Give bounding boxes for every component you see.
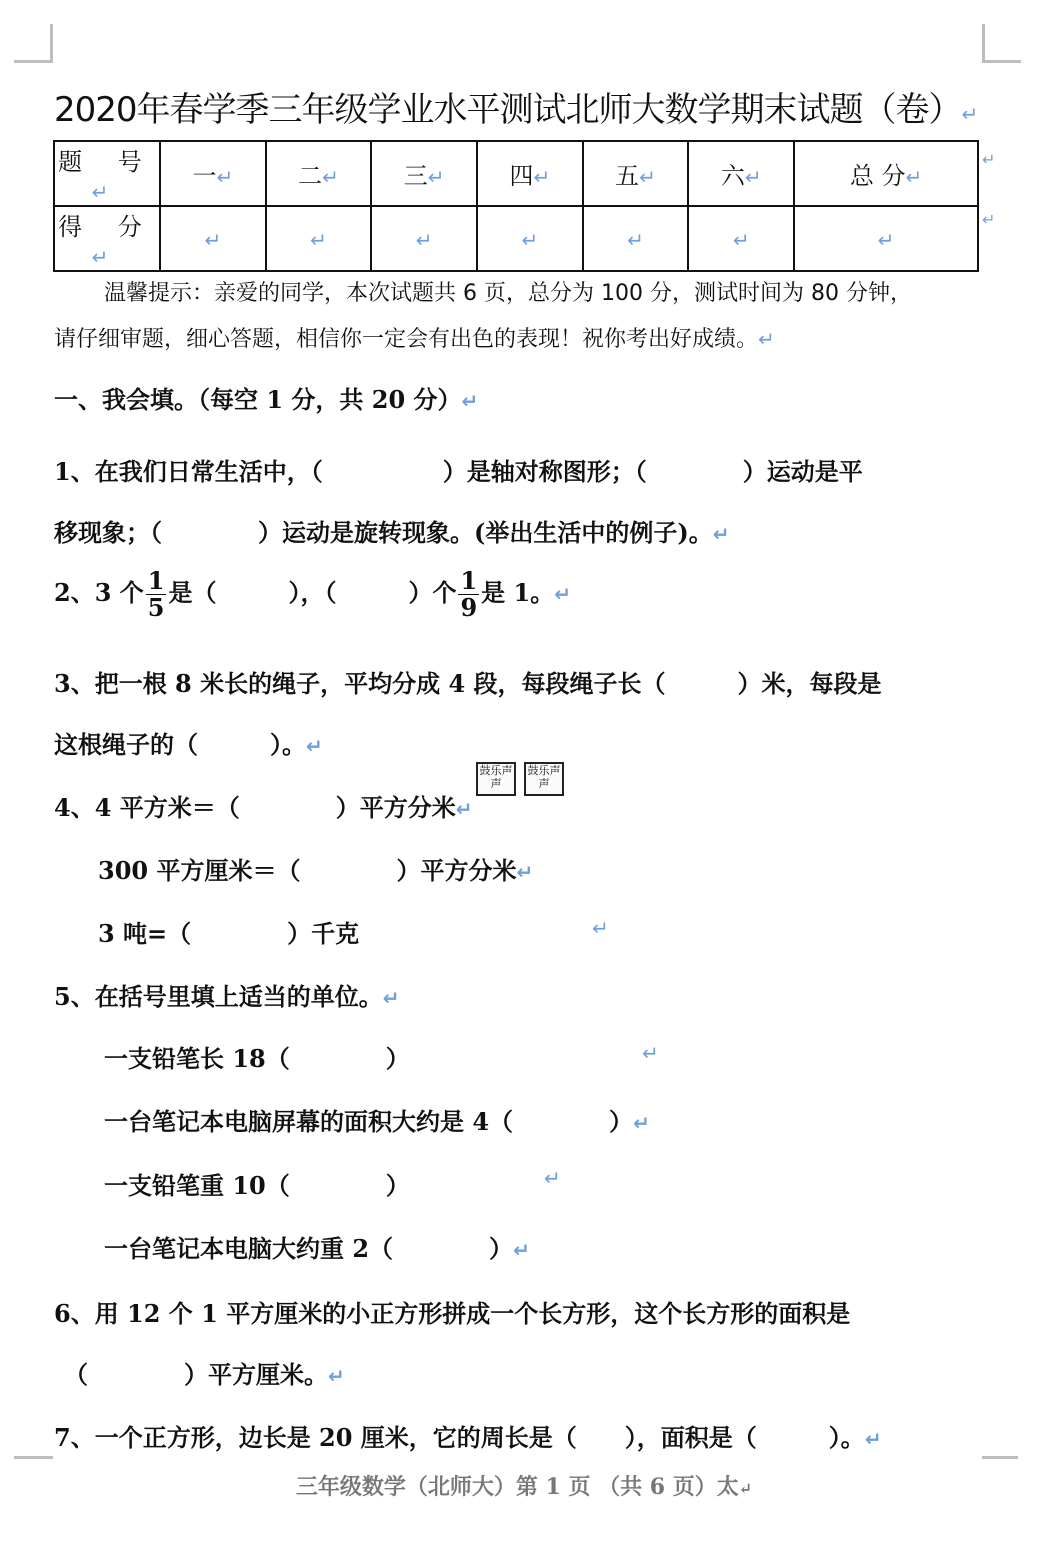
notice-line-2: 请仔细审题，细心答题，相信你一定会有出色的表现！祝你考出好成绩。↵ xyxy=(54,327,775,352)
question-6-line-2: （ ）平方厘米。↵ xyxy=(64,1360,345,1389)
fraction-one-ninth: $\frac{1}{9}$ xyxy=(460,566,478,622)
question-5-d: 一台笔记本电脑大约重 2（ ）↵ xyxy=(104,1234,530,1263)
row-end-mark-icon: ↵ xyxy=(982,210,996,229)
question-2: 2、3 个 $\frac{1}{5}$ 是（ ），（ ）个 $\frac{1}{9}$ 是 1。↵ xyxy=(54,566,571,622)
paragraph-mark-icon: ↵ xyxy=(544,1166,561,1190)
score-header-cell: 总 分↵ xyxy=(794,141,978,206)
row-end-mark-icon: ↵ xyxy=(982,150,996,169)
question-4-c: 3 吨=（ ）千克 xyxy=(98,919,360,948)
crop-mark-bottom-left xyxy=(14,1456,53,1459)
crop-mark-bottom-right xyxy=(982,1456,1018,1459)
question-4-a: 4、4 平方米＝（ ）平方分米↵ xyxy=(54,793,473,822)
page-footer: 三年级数学（北师大）第 1 页 （共 6 页）太↵ xyxy=(295,1474,753,1500)
score-table-header-row xyxy=(54,141,978,206)
score-cell[interactable]: ↵ xyxy=(160,206,266,271)
question-4-b: 300 平方厘米＝（ ）平方分米↵ xyxy=(98,856,534,885)
crop-mark-top-left xyxy=(14,24,53,63)
score-cell[interactable]: ↵ xyxy=(583,206,689,271)
question-3-line-2: 这根绳子的（ ）。↵ xyxy=(54,730,323,759)
score-header-cell: 四↵ xyxy=(477,141,583,206)
question-5-c: 一支铅笔重 10（ ） xyxy=(104,1171,410,1200)
score-cell[interactable]: ↵ xyxy=(371,206,477,271)
score-header-cell: 题 号↵ xyxy=(54,141,160,206)
score-header-cell: 二↵ xyxy=(266,141,372,206)
question-1-line-2: 移现象；（ ）运动是旋转现象。(举出生活中的例子)。↵ xyxy=(54,518,730,547)
score-table xyxy=(53,140,979,272)
page-title: 2020年春学季三年级学业水平测试北师大数学期末试题（卷）↵ xyxy=(54,90,978,130)
question-5-b: 一台笔记本电脑屏幕的面积大约是 4（ ）↵ xyxy=(104,1107,650,1136)
paragraph-mark-icon: ↵ xyxy=(642,1041,659,1065)
section-heading: 一、我会填。（每空 1 分，共 20 分）↵ xyxy=(54,385,479,414)
question-6-line-1: 6、用 12 个 1 平方厘米的小正方形拼成一个长方形，这个长方形的面积是 xyxy=(54,1299,851,1328)
score-cell[interactable]: ↵ xyxy=(477,206,583,271)
stamp-icon: 鼓乐声声 xyxy=(524,762,564,796)
fraction-one-fifth: $\frac{1}{5}$ xyxy=(147,566,165,622)
question-3-line-1: 3、把一根 8 米长的绳子，平均分成 4 段，每段绳子长（ ）米，每段是 xyxy=(54,669,882,698)
question-7: 7、一个正方形，边长是 20 厘米，它的周长是（ ），面积是（ ）。↵ xyxy=(54,1423,882,1452)
stamp-icon: 鼓乐声声 xyxy=(476,762,516,796)
crop-mark-top-right xyxy=(982,24,1021,63)
paragraph-mark-icon: ↵ xyxy=(961,102,978,126)
score-table-score-row xyxy=(54,206,978,271)
question-5-heading: 5、在括号里填上适当的单位。↵ xyxy=(54,982,400,1011)
score-cell[interactable]: ↵ xyxy=(688,206,794,271)
score-header-cell: 三↵ xyxy=(371,141,477,206)
score-header-cell: 五↵ xyxy=(583,141,689,206)
paragraph-mark-icon: ↵ xyxy=(592,916,609,940)
score-header-cell: 一↵ xyxy=(160,141,266,206)
score-cell[interactable]: ↵ xyxy=(266,206,372,271)
score-cell[interactable]: ↵ xyxy=(794,206,978,271)
score-row-label: 得 分↵ xyxy=(54,206,160,271)
question-5-a: 一支铅笔长 18（ ） xyxy=(104,1044,410,1073)
notice-line-1: 温馨提示：亲爱的同学，本次试题共 6 页，总分为 100 分，测试时间为 80 分钟， xyxy=(104,281,912,306)
question-1-line-1: 1、在我们日常生活中，（ ）是轴对称图形；（ ）运动是平 xyxy=(54,457,863,486)
score-header-cell: 六↵ xyxy=(688,141,794,206)
